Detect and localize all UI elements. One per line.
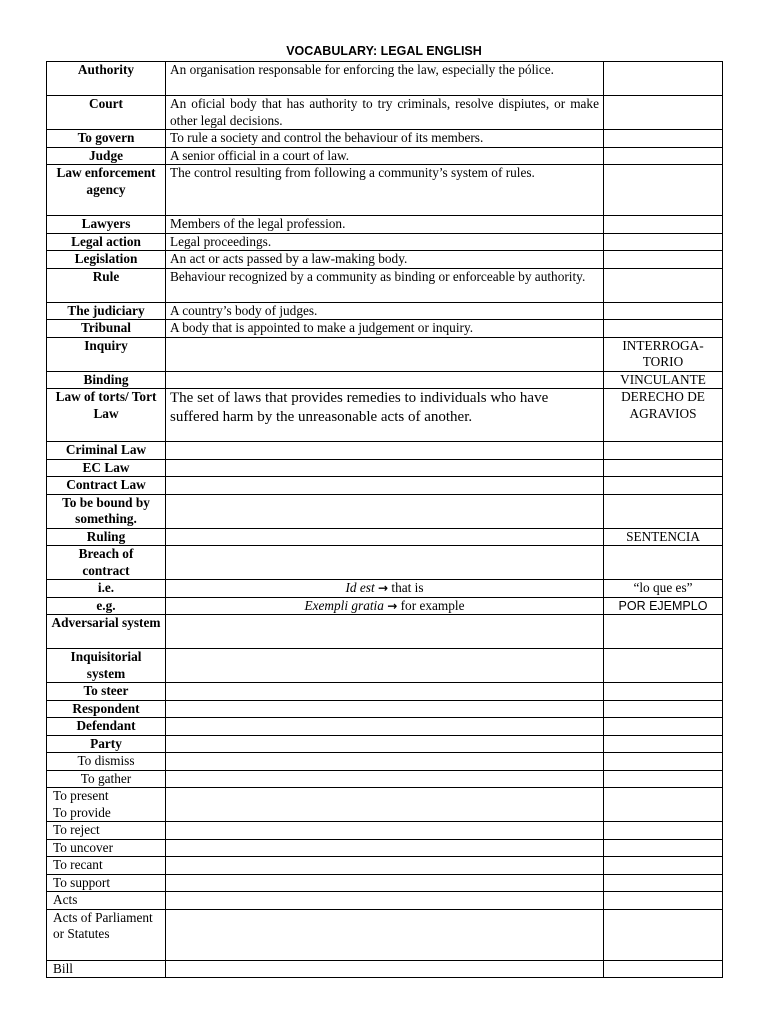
translation-cell	[604, 268, 723, 302]
translation-cell	[604, 857, 723, 875]
translation-cell	[604, 718, 723, 736]
term-cell: To reject	[47, 822, 166, 840]
table-row	[47, 700, 723, 718]
table-row	[47, 251, 723, 269]
translation-cell	[604, 302, 723, 320]
definition-cell	[166, 960, 604, 978]
definition-cell	[166, 909, 604, 960]
translation-cell	[604, 960, 723, 978]
definition-cell	[166, 546, 604, 580]
table-row	[47, 389, 723, 442]
term-cell: To uncover	[47, 839, 166, 857]
translation-cell: INTERROGA-TORIO	[604, 337, 723, 371]
definition-cell	[166, 683, 604, 701]
translation-cell	[604, 615, 723, 649]
translation-cell	[604, 700, 723, 718]
term-cell: Adversarial system	[47, 615, 166, 649]
definition-cell: To rule a society and control the behaviour of its members.	[166, 130, 604, 148]
definition-cell	[166, 718, 604, 736]
definition-cell	[166, 874, 604, 892]
translation-cell	[604, 442, 723, 460]
term-cell: To be bound by something.	[47, 494, 166, 528]
term-cell: To dismiss	[47, 753, 166, 771]
term-line: To present	[53, 788, 109, 803]
term-cell: Party	[47, 735, 166, 753]
term-cell: Authority	[47, 62, 166, 96]
definition-cell	[166, 770, 604, 788]
definition-cell: An organisation responsable for enforcing the law, especially the pólice.	[166, 62, 604, 96]
table-row	[47, 337, 723, 371]
translation-cell	[604, 892, 723, 910]
table-row	[47, 580, 723, 598]
table-row	[47, 770, 723, 788]
translation-cell	[604, 909, 723, 960]
translation-cell	[604, 770, 723, 788]
term-line: To provide	[53, 804, 111, 820]
term-cell: Law enforcement agency	[47, 165, 166, 216]
translation-cell	[604, 320, 723, 338]
translation-cell: DERECHO DE AGRAVIOS	[604, 389, 723, 442]
term-cell: Inquiry	[47, 337, 166, 371]
term-cell: Contract Law	[47, 477, 166, 495]
table-row	[47, 268, 723, 302]
term-cell: Inquisitorial system	[47, 649, 166, 683]
definition-cell	[166, 649, 604, 683]
table-row	[47, 546, 723, 580]
term-cell: Tribunal	[47, 320, 166, 338]
term-cell: Legal action	[47, 233, 166, 251]
table-row	[47, 130, 723, 148]
table-row	[47, 615, 723, 649]
arrow-right-icon: →	[387, 598, 398, 613]
translation-cell	[604, 165, 723, 216]
table-row	[47, 735, 723, 753]
term-cell: Bill	[47, 960, 166, 978]
definition-cell	[166, 371, 604, 389]
translation-cell	[604, 546, 723, 580]
table-row	[47, 857, 723, 875]
term-cell: EC Law	[47, 459, 166, 477]
table-row	[47, 216, 723, 234]
definition-cell	[166, 788, 604, 822]
table-row	[47, 477, 723, 495]
translation-cell	[604, 130, 723, 148]
table-row	[47, 822, 723, 840]
term-cell: Law of torts/ Tort Law	[47, 389, 166, 442]
table-row	[47, 165, 723, 216]
translation-cell	[604, 233, 723, 251]
term-cell: Lawyers	[47, 216, 166, 234]
table-row	[47, 788, 723, 822]
term-cell: Acts	[47, 892, 166, 910]
latin-phrase: Exempli gratia	[304, 597, 384, 613]
definition-cell: A country’s body of judges.	[166, 302, 604, 320]
term-cell: The judiciary	[47, 302, 166, 320]
translation-cell	[604, 788, 723, 822]
definition-cell: A body that is appointed to make a judgement or inquiry.	[166, 320, 604, 338]
table-row	[47, 320, 723, 338]
table-row	[47, 442, 723, 460]
term-cell: Judge	[47, 147, 166, 165]
definition-cell	[166, 528, 604, 546]
vocabulary-table	[46, 61, 723, 978]
definition-cell	[166, 839, 604, 857]
definition-cell: An oficial body that has authority to try criminals, resolve dispiutes, or make other legal decisions.	[166, 96, 604, 130]
definition-cell	[166, 892, 604, 910]
definition-cell	[166, 857, 604, 875]
translation-cell	[604, 494, 723, 528]
definition-cell	[166, 459, 604, 477]
definition-cell	[166, 477, 604, 495]
table-row	[47, 683, 723, 701]
term-cell: e.g.	[47, 597, 166, 615]
table-row	[47, 302, 723, 320]
table-row	[47, 960, 723, 978]
table-row	[47, 494, 723, 528]
table-row	[47, 62, 723, 96]
table-row	[47, 459, 723, 477]
translation-cell	[604, 839, 723, 857]
definition-cell: Behaviour recognized by a community as binding or enforceable by authority.	[166, 268, 604, 302]
term-cell: Court	[47, 96, 166, 130]
translation-cell	[604, 147, 723, 165]
term-cell: Binding	[47, 371, 166, 389]
translation-cell	[604, 874, 723, 892]
definition-cell	[166, 615, 604, 649]
term-cell: To steer	[47, 683, 166, 701]
definition-cell	[166, 580, 604, 598]
translation-cell: VINCULANTE	[604, 371, 723, 389]
definition-cell: An act or acts passed by a law-making body.	[166, 251, 604, 269]
definition-cell	[166, 822, 604, 840]
term-cell: i.e.	[47, 580, 166, 598]
term-cell: Criminal Law	[47, 442, 166, 460]
definition-cell	[166, 753, 604, 771]
definition-cell	[166, 700, 604, 718]
translation-cell	[604, 459, 723, 477]
term-cell: Acts of Parliament or Statutes	[47, 909, 166, 960]
term-cell: To recant	[47, 857, 166, 875]
translation-cell: SENTENCIA	[604, 528, 723, 546]
term-cell: Breach of contract	[47, 546, 166, 580]
table-row	[47, 649, 723, 683]
translation-cell	[604, 735, 723, 753]
translation-cell: POR EJEMPLO	[604, 597, 723, 615]
table-row	[47, 839, 723, 857]
translation-cell	[604, 251, 723, 269]
english-meaning: for example	[400, 597, 465, 613]
term-cell: Rule	[47, 268, 166, 302]
translation-cell	[604, 753, 723, 771]
definition-cell: The control resulting from following a community’s system of rules.	[166, 165, 604, 216]
definition-cell: Members of the legal profession.	[166, 216, 604, 234]
latin-phrase: Id est	[345, 580, 375, 595]
translation-cell	[604, 477, 723, 495]
term-cell: To govern	[47, 130, 166, 148]
term-cell: To support	[47, 874, 166, 892]
table-row	[47, 892, 723, 910]
definition-cell: The set of laws that provides remedies to individuals who have suffered harm by the unreasonable acts of another.	[166, 389, 604, 442]
definition-cell: A senior official in a court of law.	[166, 147, 604, 165]
table-row	[47, 528, 723, 546]
term-cell: Respondent	[47, 700, 166, 718]
arrow-right-icon: →	[377, 581, 389, 595]
translation-cell	[604, 683, 723, 701]
definition-cell	[166, 494, 604, 528]
term-cell: Defendant	[47, 718, 166, 736]
page-title: VOCABULARY: LEGAL ENGLISH	[286, 44, 482, 58]
definition-cell	[166, 597, 604, 615]
table-row	[47, 874, 723, 892]
term-cell: To gather	[47, 770, 166, 788]
term-cell	[47, 788, 166, 822]
table-row	[47, 233, 723, 251]
table-row	[47, 718, 723, 736]
table-row	[47, 96, 723, 130]
translation-cell	[604, 96, 723, 130]
translation-cell	[604, 216, 723, 234]
table-row	[47, 909, 723, 960]
translation-cell	[604, 822, 723, 840]
table-row	[47, 371, 723, 389]
table-row	[47, 597, 723, 615]
definition-cell	[166, 442, 604, 460]
translation-cell	[604, 62, 723, 96]
definition-cell	[166, 337, 604, 371]
definition-cell: Legal proceedings.	[166, 233, 604, 251]
term-cell: Ruling	[47, 528, 166, 546]
definition-cell	[166, 735, 604, 753]
term-cell: Legislation	[47, 251, 166, 269]
translation-cell	[604, 649, 723, 683]
translation-cell: “lo que es”	[604, 580, 723, 598]
table-row	[47, 753, 723, 771]
table-row	[47, 147, 723, 165]
english-meaning: that is	[391, 580, 424, 595]
